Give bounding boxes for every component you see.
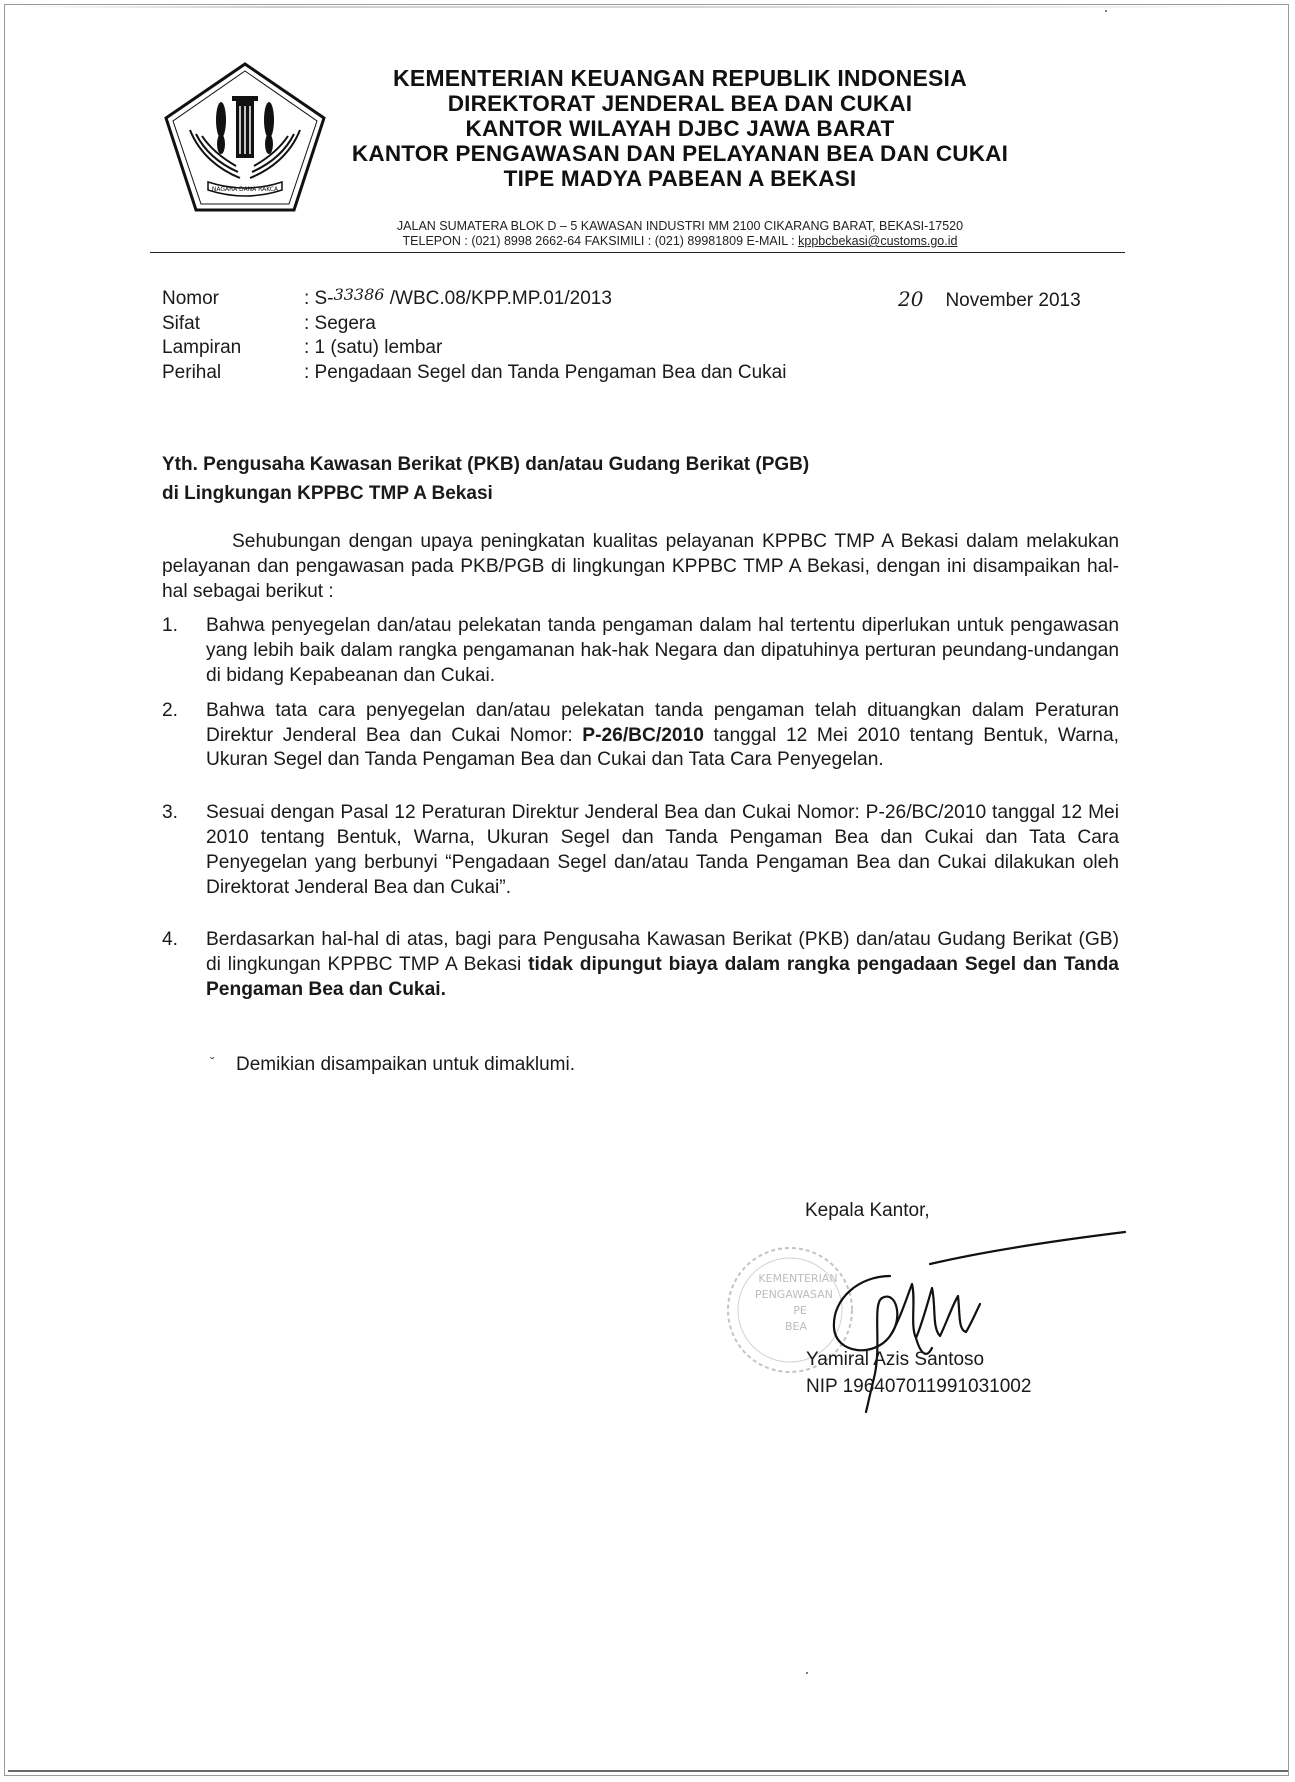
list-item-4 <box>162 928 1119 1002</box>
list-item-1 <box>162 614 1119 688</box>
sifat-value: : Segera <box>304 312 376 334</box>
letter-meta <box>162 287 786 385</box>
letterhead <box>300 66 1060 191</box>
list-item-text-cont: tanggal 12 Mei 2010 tentang Bentuk, Warna, Ukuran Segel dan Tanda Pengaman Bea dan Cukai dan Tata Cara Penyegelan. <box>206 724 1119 771</box>
perihal-label: Perihal <box>162 361 222 383</box>
list-item-text: Bahwa tata cara penyegelan dan/atau pelekatan tanda pengaman telah dituangkan dalam Peraturan Direktur Jenderal Bea dan Cukai Nomor: <box>206 699 1119 746</box>
svg-text:KEMENTERIAN: KEMENTERIAN <box>758 1272 838 1285</box>
scan-artifact-bottom <box>8 1770 1288 1772</box>
nomor-label: Nomor <box>162 288 220 309</box>
letterhead-office: KANTOR PENGAWASAN DAN PELAYANAN BEA DAN CUKAI <box>351 141 1009 166</box>
regulation-number: P-26/BC/2010 <box>582 724 704 746</box>
letter-body <box>162 530 1119 1003</box>
intro-paragraph: Sehubungan dengan upaya peningkatan kualitas pelayanan KPPBC TMP A Bekasi dalam melakukan pelayanan dan pengawasan pada PKB/PGB di lingkungan KPPBC TMP A Bekasi, dengan ini disampaikan hal-hal sebagai berikut : <box>162 531 1119 602</box>
letterhead-address-block <box>300 219 1060 249</box>
letterhead-office-type: TIPE MADYA PABEAN A BEKASI <box>503 166 857 191</box>
nomor-suffix: /WBC.08/KPP.MP.01/2013 <box>384 288 612 309</box>
pen-mark: ˇ <box>210 1054 215 1070</box>
letter-date <box>898 287 1081 314</box>
nomor-value <box>304 287 612 312</box>
lampiran-label: Lampiran <box>162 337 242 358</box>
nomor-prefix: : S- <box>304 288 334 309</box>
date-day-handwritten: 20 <box>898 287 924 311</box>
scan-speck <box>806 1672 808 1674</box>
signatory-block <box>806 1346 1031 1400</box>
signatory-nip: NIP 196407011991031002 <box>806 1376 1032 1397</box>
no-fee-statement: tidak dipungut biaya dalam rangka pengadaan Segel dan Tanda Pengaman Bea dan Cukai. <box>206 954 1119 1000</box>
list-number: 2. <box>162 699 179 721</box>
meta-row-nomor <box>162 287 786 312</box>
svg-text:PE: PE <box>793 1304 807 1317</box>
nomor-handwritten: 33386 <box>333 285 385 304</box>
sifat-label: Sifat <box>162 312 201 334</box>
addressee-line-2: di Lingkungan KPPBC TMP A Bekasi <box>162 483 493 504</box>
list-item-3 <box>162 801 1119 900</box>
letterhead-ministry: KEMENTERIAN KEUANGAN REPUBLIK INDONESIA <box>393 65 967 91</box>
signatory-title: Kepala Kantor, <box>805 1200 930 1221</box>
date-month-year: November 2013 <box>945 290 1081 311</box>
perihal-value: : Pengadaan Segel dan Tanda Pengaman Bea dan Cukai <box>304 361 787 383</box>
closing-sentence: Demikian disampaikan untuk dimaklumi. <box>236 1054 575 1075</box>
svg-text:NAGARA DANA RAKCA: NAGARA DANA RAKCA <box>211 186 279 193</box>
addressee-line-1: Yth. Pengusaha Kawasan Berikat (PKB) dan/atau Gudang Berikat (PGB) <box>162 454 810 475</box>
svg-text:PENGAWASAN: PENGAWASAN <box>755 1288 833 1301</box>
meta-row-sifat <box>162 312 786 337</box>
list-item-text: Berdasarkan hal-hal di atas, bagi para Pengusaha Kawasan Berikat (PKB) dan/atau Gudang Berikat (GB) di lingkungan KPPBC TMP A Bekasi <box>206 929 1119 976</box>
letterhead-email[interactable]: kppbcbekasi@customs.go.id <box>798 234 958 248</box>
letterhead-contact: TELEPON : (021) 8998 2662-64 FAKSIMILI : (021) 89981809 E-MAIL : <box>402 234 795 248</box>
list-number: 3. <box>162 802 179 824</box>
letterhead-address: JALAN SUMATERA BLOK D – 5 KAWASAN INDUSTRI MM 2100 CIKARANG BARAT, BEKASI-17520 <box>396 219 964 233</box>
list-item-2 <box>162 699 1119 773</box>
letterhead-directorate: DIREKTORAT JENDERAL BEA DAN CUKAI <box>447 91 913 116</box>
list-number: 4. <box>162 929 179 951</box>
lampiran-value: : 1 (satu) lembar <box>304 337 443 358</box>
meta-row-lampiran <box>162 336 786 361</box>
scan-speck <box>1105 10 1107 12</box>
letterhead-divider <box>150 252 1125 253</box>
letterhead-regional-office: KANTOR WILAYAH DJBC JAWA BARAT <box>465 116 895 141</box>
meta-row-perihal <box>162 361 786 386</box>
addressee <box>162 450 809 508</box>
list-item-text: Sesuai dengan Pasal 12 Peraturan Direktur Jenderal Bea dan Cukai Nomor: P-26/BC/2010 tanggal 12 Mei 2010 tentang Bentuk, Warna, Ukuran Segel dan Tanda Pengaman Bea dan Cukai dan Tata Cara Penyegelan yang berbunyi “Pengadaan Segel dan/atau Tanda Pengaman Bea dan Cukai dilakukan oleh Direktorat Jenderal Bea dan Cukai”. <box>206 802 1119 898</box>
letterhead-contact-line <box>300 234 1060 249</box>
scan-artifact-top <box>20 6 1275 8</box>
signatory-name: Yamiral Azis Santoso <box>806 1349 985 1370</box>
list-number: 1. <box>162 615 179 637</box>
list-item-text: Bahwa penyegelan dan/atau pelekatan tanda pengaman dalam hal tertentu diperlukan untuk pengawasan yang lebih baik dalam rangka pengamanan hak-hak Negara dan dipatuhinya perturan peundang-undangan di bidang Kepabeanan dan Cukai. <box>206 615 1119 686</box>
svg-text:BEA: BEA <box>784 1320 808 1333</box>
